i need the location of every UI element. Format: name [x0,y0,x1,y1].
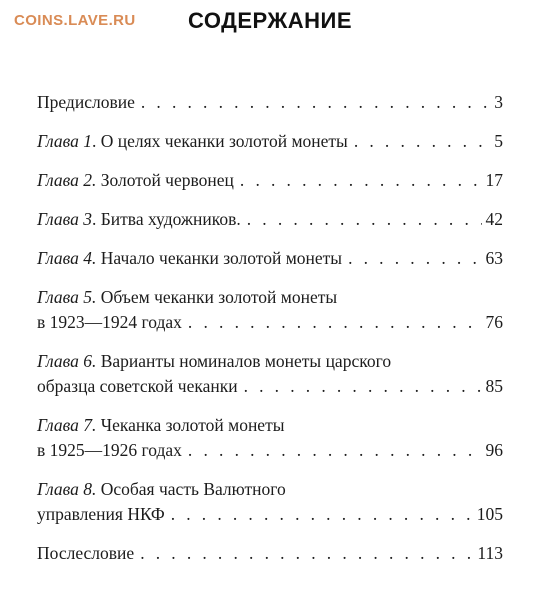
page-number: 76 [485,312,503,332]
chapter-title: Объем чеканки золотой монеты [96,287,338,307]
chapter-title-continuation: образца советской чеканки [37,376,238,396]
toc-entry-title [37,246,342,271]
page-number: 63 [485,248,503,268]
toc-entry [37,129,503,154]
chapter-title: Варианты номиналов монеты царского [96,351,392,371]
toc-entry-title [37,207,241,232]
toc-entry [37,285,503,335]
toc-entry [37,207,503,232]
toc-entry [37,477,503,527]
page-number: 3 [494,92,503,112]
chapter-number: Глава 5. [37,287,97,307]
table-of-contents [37,90,503,566]
toc-entry [37,413,503,463]
page-number: 5 [494,131,503,151]
dot-leader [247,207,482,232]
toc-entry [37,541,503,566]
dot-leader [240,168,482,193]
dot-leader [244,374,482,399]
chapter-title: . О целях чеканки золотой монеты [91,131,348,151]
dot-leader [141,90,490,115]
dot-leader [171,502,473,527]
toc-entry [37,349,503,399]
chapter-title-continuation: в 1925—1926 годах [37,440,182,460]
page-number: 113 [477,543,503,563]
toc-entry-title [37,541,134,566]
toc-entry-title [37,129,348,154]
chapter-title: Особая часть Валютного [96,479,286,499]
toc-entry-title [37,168,234,193]
toc-entry [37,246,503,271]
toc-entry-title [37,413,284,438]
page-number: 85 [485,376,503,396]
page-number: 105 [476,504,503,524]
chapter-title-continuation: управления НКФ [37,504,165,524]
chapter-title: Начало чеканки золотой монеты [96,248,343,268]
chapter-title: Послесловие [37,543,135,563]
chapter-title: Предисловие [37,92,135,112]
chapter-number: Глава 7. [37,415,97,435]
toc-entry-title [37,477,286,502]
toc-entry-title [37,285,337,310]
page-title: СОДЕРЖАНИЕ [188,8,353,33]
chapter-title: Золотой червонец [96,170,234,190]
dot-leader [348,246,481,271]
chapter-title-continuation: в 1923—1924 годах [37,312,182,332]
page-number: 17 [485,170,503,190]
chapter-number: Глава 3 [37,209,92,229]
chapter-title: . Битва художников. [91,209,241,229]
chapter-title: Чеканка золотой монеты [96,415,285,435]
page-number: 42 [485,209,503,229]
dot-leader [140,541,473,566]
chapter-number: Глава 8. [37,479,97,499]
toc-entry [37,168,503,193]
chapter-number: Глава 1 [37,131,92,151]
toc-entry [37,90,503,115]
chapter-number: Глава 6. [37,351,97,371]
page-number: 96 [485,440,503,460]
chapter-number: Глава 2. [37,170,97,190]
dot-leader [188,438,482,463]
toc-entry-title [37,90,135,115]
dot-leader [354,129,490,154]
toc-entry-title [37,349,391,374]
watermark-text: COINS.LAVE.RU [14,12,136,29]
chapter-number: Глава 4. [37,248,97,268]
dot-leader [188,310,482,335]
